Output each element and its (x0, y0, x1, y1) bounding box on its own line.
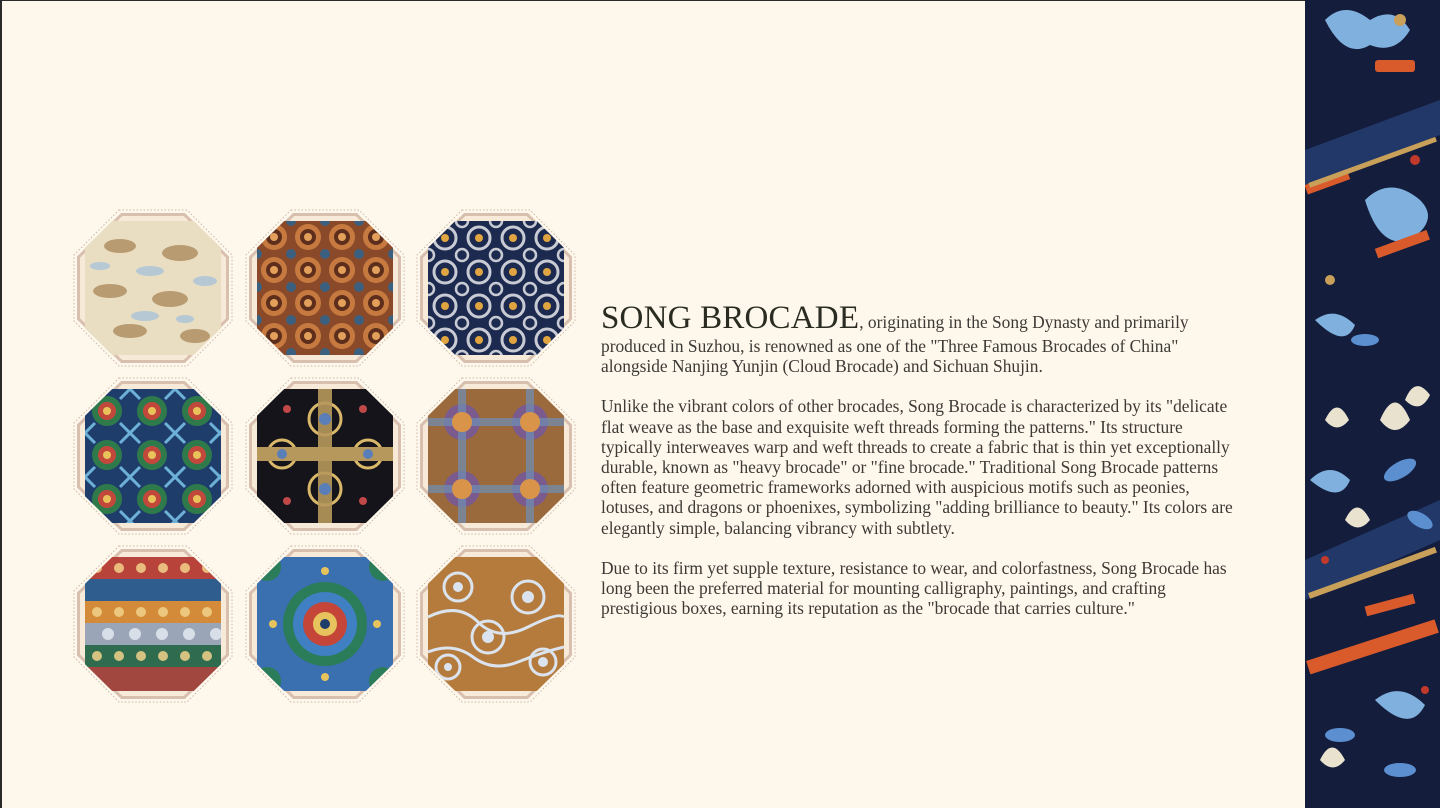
black-scroll-pattern-swatch (244, 376, 406, 536)
swatch-image (428, 221, 564, 355)
page-title: SONG BROCADE (601, 300, 860, 336)
description-text-block (601, 300, 1246, 638)
frame-top-line (0, 0, 1305, 1)
swatch-image (428, 389, 564, 523)
multicolor-striped-pattern-swatch (72, 544, 234, 704)
characteristics-paragraph: Unlike the vibrant colors of other brocades, Song Brocade is characterized by its "delicate flat weave as the base and exquisite weft threads forming the patterns." Its structure typically interweaves warp and weft threads to create a fabric that is thin yet exceptionally durable, known as "heavy brocade" or "fine brocade." Traditional Song Brocade patterns often feature geometric frameworks adorned with auspicious motifs such as peonies, lotuses, and dragons or phoenixes, symbolizing "adding brilliance to beauty." Its colors are elegantly simple, balancing vibrancy with subtlety. (601, 396, 1233, 538)
brocade-swatch-grid (72, 208, 577, 704)
gold-peony-pattern-swatch (415, 544, 577, 704)
swatch-image (257, 389, 393, 523)
brocade-closeup-image (1305, 0, 1440, 808)
swatch-image (85, 389, 221, 523)
brocade-photo-strip (1305, 0, 1440, 808)
cream-tiger-pattern-swatch (72, 208, 234, 368)
uses-paragraph: Due to its firm yet supple texture, resistance to wear, and colorfastness, Song Brocade has long been the preferred material for mounting calligraphy, paintings, and crafting prestigious boxes, earning its reputation as the "brocade that carries culture." (601, 557, 1227, 619)
swatch-image (85, 221, 221, 355)
intro-paragraph (601, 300, 1246, 376)
swatch-image (257, 557, 393, 691)
navy-lattice-pattern-swatch (415, 208, 577, 368)
swatch-image (428, 557, 564, 691)
intro-text: , originating in the Song Dynasty and primarily produced in Suzhou, is renowned as one of the "Three Famous Brocades of China" alongside Nanjing Yunjin (Cloud Brocade) and Sichuan Shujin. (601, 312, 1189, 377)
blue-green-floral-pattern-swatch (72, 376, 234, 536)
swatch-image (85, 557, 221, 691)
blue-medallion-pattern-swatch (244, 544, 406, 704)
brown-purple-geometric-pattern-swatch (415, 376, 577, 536)
frame-left-line (0, 0, 2, 808)
swatch-image (257, 221, 393, 355)
brown-medallion-pattern-swatch (244, 208, 406, 368)
